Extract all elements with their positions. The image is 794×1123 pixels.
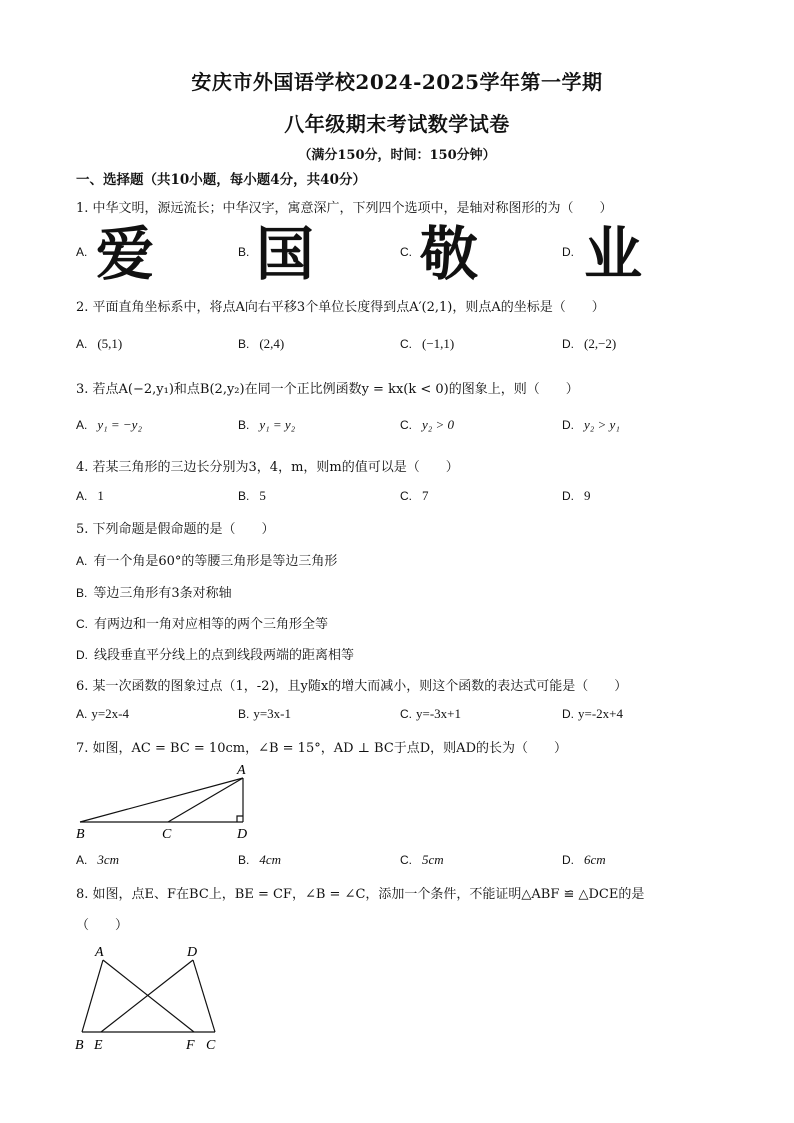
exam-subtitle: （满分150分，时间：150分钟） [298, 148, 496, 163]
q1-option-d-label: D. [562, 245, 574, 259]
q6-option-c-label: C. [400, 707, 412, 721]
q6-option-b [238, 706, 291, 722]
q7-option-c [400, 852, 444, 868]
q7-option-a [76, 852, 119, 868]
q4-option-c [400, 488, 429, 504]
q6-option-d [562, 706, 623, 722]
q5-option-a-value: 有一个角是60°的等腰三角形是等边三角形 [93, 554, 338, 569]
question-5-text: 5. 下列命题是假命题的是（ ） [76, 522, 275, 537]
q4-option-d [562, 488, 591, 504]
exam-title-line1: 安庆市外国语学校2024-2025学年第一学期 [191, 70, 603, 94]
q2-option-b-value: (2,4) [259, 336, 285, 351]
q1-option-c-label: C. [400, 245, 412, 259]
q3-option-b-value: y₁ = y₂ [259, 417, 296, 432]
q3-option-a [76, 417, 142, 433]
q5-option-a [76, 550, 337, 569]
q2-option-d-value: (2,−2) [584, 336, 617, 351]
q6-option-c-value: y=-3x+1 [416, 706, 461, 721]
q6-option-c [400, 706, 461, 722]
q1-option-c-char: 敬 [420, 220, 479, 288]
q7-option-d-value: 6cm [584, 852, 606, 867]
q7-label-d: D [237, 827, 248, 842]
q5-option-b-label: B. [76, 586, 88, 600]
q7-option-d-label: D. [562, 853, 574, 867]
q5-option-a-label: A. [76, 554, 88, 568]
question-1-text: 1. 中华文明，源远流长；中华汉字，寓意深广，下列四个选项中，是轴对称图形的为（ ） [76, 201, 613, 216]
q8-label-f: F [186, 1038, 195, 1053]
q3-option-d-value: y₂ > y₁ [584, 417, 620, 432]
q2-option-d [562, 336, 616, 352]
q2-option-b-label: B. [238, 337, 250, 351]
question-2-text: 2. 平面直角坐标系中，将点A向右平移3个单位长度得到点A′(2,1)，则点A的坐标是（ ） [76, 300, 605, 315]
q8-figure [70, 942, 240, 1057]
q2-option-a-label: A. [76, 337, 88, 351]
q7-option-b [238, 852, 281, 868]
q5-option-c-value: 有两边和一角对应相等的两个三角形全等 [94, 617, 329, 632]
q7-option-d [562, 852, 606, 868]
q2-option-d-label: D. [562, 337, 574, 351]
q3-option-b-label: B. [238, 418, 250, 432]
question-7-text: 7. 如图，AC = BC = 10cm，∠B = 15°，AD ⊥ BC于点D，则AD的长为（ ） [76, 741, 567, 756]
q2-option-c-label: C. [400, 337, 412, 351]
q5-option-d-value: 线段垂直平分线上的点到线段两端的距离相等 [94, 648, 355, 663]
q4-option-c-label: C. [400, 489, 412, 503]
q7-option-c-label: C. [400, 853, 412, 867]
q4-option-a [76, 488, 104, 504]
q3-option-b [238, 417, 295, 433]
q3-option-d [562, 417, 620, 433]
q4-option-a-value: 1 [97, 488, 104, 503]
q3-option-a-label: A. [76, 418, 88, 432]
q3-option-d-label: D. [562, 418, 574, 432]
q6-option-b-value: y=3x-1 [253, 706, 292, 721]
q2-option-c-value: (−1,1) [422, 336, 455, 351]
question-3-text: 3. 若点A(−2,y₁)和点B(2,y₂)在同一个正比例函数y = kx(k < 0)的图象上，则（ ） [76, 382, 579, 397]
q6-option-a-label: A. [76, 707, 88, 721]
q4-option-c-value: 7 [422, 488, 429, 503]
q3-option-c-label: C. [400, 418, 412, 432]
q4-option-d-value: 9 [584, 488, 591, 503]
q5-option-d-label: D. [76, 648, 88, 662]
q7-option-b-value: 4cm [259, 852, 282, 867]
q5-option-d [76, 644, 354, 663]
q2-option-b [238, 336, 284, 352]
q6-option-d-label: D. [562, 707, 574, 721]
q2-option-a-value: (5,1) [97, 336, 123, 351]
question-8-text-cont: （ ） [76, 918, 129, 933]
question-6-text: 6. 某一次函数的图象过点（1，-2)，且y随x的增大而减小，则这个函数的表达式可能是（ ） [76, 679, 628, 694]
q1-option-a-label: A. [76, 245, 88, 259]
q7-option-c-value: 5cm [422, 852, 444, 867]
q6-option-a [76, 706, 129, 722]
q8-label-b: B [75, 1038, 84, 1053]
q1-option-b-char: 国 [256, 220, 315, 288]
q7-label-a: A [237, 763, 246, 778]
q7-label-b: B [76, 827, 85, 842]
question-8-text: 8. 如图，点E、F在BC上，BE = CF，∠B = ∠C，添加一个条件，不能证明△ABF ≌ △DCE的是 [76, 887, 645, 902]
section-heading: 一、选择题（共10小题，每小题4分，共40分） [76, 172, 366, 188]
q8-label-a: A [95, 945, 104, 960]
q4-option-b-value: 5 [259, 488, 266, 503]
q6-option-b-label: B. [238, 707, 250, 721]
question-4-text: 4. 若某三角形的三边长分别为3，4，m，则m的值可以是（ ） [76, 460, 459, 475]
q8-label-d: D [187, 945, 198, 960]
q2-option-a [76, 336, 122, 352]
q6-option-d-value: y=-2x+4 [578, 706, 623, 721]
q5-option-b [76, 582, 232, 601]
q3-option-a-value: y₁ = −y₂ [97, 417, 142, 432]
q1-option-b-label: B. [238, 245, 250, 259]
q4-option-b [238, 488, 266, 504]
q8-label-c: C [206, 1038, 216, 1053]
q4-option-b-label: B. [238, 489, 250, 503]
q3-option-c [400, 417, 454, 433]
exam-title-line2: 八年级期末考试数学试卷 [284, 112, 510, 136]
q2-option-c [400, 336, 454, 352]
q1-option-d-char: 业 [584, 220, 643, 288]
q5-option-b-value: 等边三角形有3条对称轴 [93, 586, 232, 601]
q5-option-c-label: C. [76, 617, 88, 631]
q6-option-a-value: y=2x-4 [91, 706, 130, 721]
q7-option-a-value: 3cm [97, 852, 120, 867]
q4-option-d-label: D. [562, 489, 574, 503]
q5-option-c [76, 613, 328, 632]
q7-label-c: C [162, 827, 172, 842]
q7-option-b-label: B. [238, 853, 250, 867]
q1-option-a-char: 爱 [96, 220, 155, 288]
q3-option-c-value: y₂ > 0 [422, 417, 455, 432]
q4-option-a-label: A. [76, 489, 88, 503]
q7-triangle-figure [70, 760, 270, 842]
q8-label-e: E [94, 1038, 103, 1053]
q7-option-a-label: A. [76, 853, 88, 867]
